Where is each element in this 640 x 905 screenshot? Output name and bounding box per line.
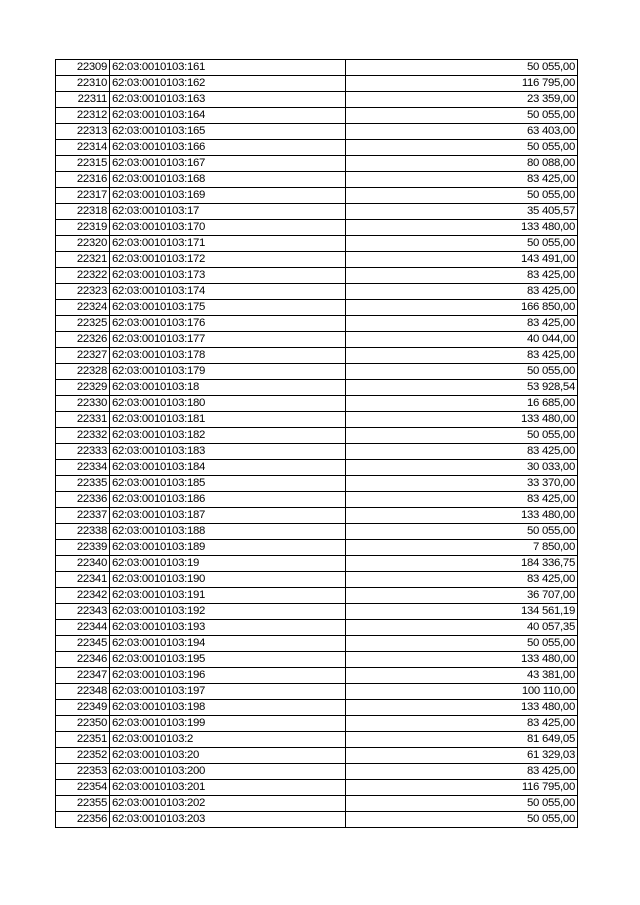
amount-value: 83 425,00 bbox=[346, 716, 578, 732]
cadastral-number: 62:03:0010103:165 bbox=[110, 124, 346, 140]
row-number: 22339 bbox=[56, 540, 110, 556]
amount-value: 50 055,00 bbox=[346, 524, 578, 540]
row-number: 22321 bbox=[56, 252, 110, 268]
cadastral-number: 62:03:0010103:20 bbox=[110, 748, 346, 764]
amount-value: 133 480,00 bbox=[346, 700, 578, 716]
table-row bbox=[56, 188, 578, 204]
table-row bbox=[56, 60, 578, 76]
amount-value: 16 685,00 bbox=[346, 396, 578, 412]
table-row bbox=[56, 556, 578, 572]
amount-value: 43 381,00 bbox=[346, 668, 578, 684]
table-row bbox=[56, 300, 578, 316]
cadastral-number: 62:03:0010103:19 bbox=[110, 556, 346, 572]
amount-value: 83 425,00 bbox=[346, 492, 578, 508]
row-number: 22333 bbox=[56, 444, 110, 460]
row-number: 22338 bbox=[56, 524, 110, 540]
table-row bbox=[56, 812, 578, 828]
cadastral-number: 62:03:0010103:179 bbox=[110, 364, 346, 380]
table-row bbox=[56, 780, 578, 796]
cadastral-number: 62:03:0010103:17 bbox=[110, 204, 346, 220]
amount-value: 116 795,00 bbox=[346, 76, 578, 92]
cadastral-number: 62:03:0010103:170 bbox=[110, 220, 346, 236]
amount-value: 50 055,00 bbox=[346, 636, 578, 652]
table-row bbox=[56, 316, 578, 332]
amount-value: 133 480,00 bbox=[346, 508, 578, 524]
table-row bbox=[56, 684, 578, 700]
cadastral-number: 62:03:0010103:181 bbox=[110, 412, 346, 428]
row-number: 22326 bbox=[56, 332, 110, 348]
row-number: 22316 bbox=[56, 172, 110, 188]
table-row bbox=[56, 204, 578, 220]
amount-value: 40 057,35 bbox=[346, 620, 578, 636]
amount-value: 83 425,00 bbox=[346, 316, 578, 332]
row-number: 22332 bbox=[56, 428, 110, 444]
row-number: 22355 bbox=[56, 796, 110, 812]
table-row bbox=[56, 220, 578, 236]
table-row bbox=[56, 620, 578, 636]
row-number: 22328 bbox=[56, 364, 110, 380]
row-number: 22349 bbox=[56, 700, 110, 716]
cadastral-number: 62:03:0010103:203 bbox=[110, 812, 346, 828]
row-number: 22312 bbox=[56, 108, 110, 124]
row-number: 22352 bbox=[56, 748, 110, 764]
row-number: 22347 bbox=[56, 668, 110, 684]
table-row bbox=[56, 172, 578, 188]
table-row bbox=[56, 108, 578, 124]
amount-value: 50 055,00 bbox=[346, 188, 578, 204]
row-number: 22324 bbox=[56, 300, 110, 316]
amount-value: 7 850,00 bbox=[346, 540, 578, 556]
table-row bbox=[56, 764, 578, 780]
amount-value: 33 370,00 bbox=[346, 476, 578, 492]
cadastral-number: 62:03:0010103:187 bbox=[110, 508, 346, 524]
row-number: 22309 bbox=[56, 60, 110, 76]
row-number: 22322 bbox=[56, 268, 110, 284]
cadastral-number: 62:03:0010103:162 bbox=[110, 76, 346, 92]
table-row bbox=[56, 268, 578, 284]
row-number: 22329 bbox=[56, 380, 110, 396]
cadastral-number: 62:03:0010103:171 bbox=[110, 236, 346, 252]
table-row bbox=[56, 364, 578, 380]
amount-value: 83 425,00 bbox=[346, 284, 578, 300]
row-number: 22330 bbox=[56, 396, 110, 412]
table-row bbox=[56, 748, 578, 764]
row-number: 22335 bbox=[56, 476, 110, 492]
table-row bbox=[56, 252, 578, 268]
row-number: 22331 bbox=[56, 412, 110, 428]
cadastral-number: 62:03:0010103:186 bbox=[110, 492, 346, 508]
amount-value: 50 055,00 bbox=[346, 796, 578, 812]
row-number: 22327 bbox=[56, 348, 110, 364]
table-row bbox=[56, 492, 578, 508]
amount-value: 83 425,00 bbox=[346, 172, 578, 188]
row-number: 22314 bbox=[56, 140, 110, 156]
cadastral-number: 62:03:0010103:191 bbox=[110, 588, 346, 604]
row-number: 22356 bbox=[56, 812, 110, 828]
cadastral-number: 62:03:0010103:175 bbox=[110, 300, 346, 316]
row-number: 22323 bbox=[56, 284, 110, 300]
table-row bbox=[56, 540, 578, 556]
amount-value: 23 359,00 bbox=[346, 92, 578, 108]
cadastral-number: 62:03:0010103:188 bbox=[110, 524, 346, 540]
amount-value: 100 110,00 bbox=[346, 684, 578, 700]
amount-value: 143 491,00 bbox=[346, 252, 578, 268]
amount-value: 83 425,00 bbox=[346, 348, 578, 364]
table-row bbox=[56, 140, 578, 156]
table-row bbox=[56, 284, 578, 300]
row-number: 22315 bbox=[56, 156, 110, 172]
amount-value: 50 055,00 bbox=[346, 108, 578, 124]
cadastral-number: 62:03:0010103:180 bbox=[110, 396, 346, 412]
row-number: 22317 bbox=[56, 188, 110, 204]
row-number: 22353 bbox=[56, 764, 110, 780]
data-table bbox=[55, 59, 578, 828]
amount-value: 80 088,00 bbox=[346, 156, 578, 172]
cadastral-number: 62:03:0010103:198 bbox=[110, 700, 346, 716]
cadastral-number: 62:03:0010103:195 bbox=[110, 652, 346, 668]
cadastral-number: 62:03:0010103:197 bbox=[110, 684, 346, 700]
amount-value: 63 403,00 bbox=[346, 124, 578, 140]
table-row bbox=[56, 524, 578, 540]
cadastral-number: 62:03:0010103:200 bbox=[110, 764, 346, 780]
cadastral-number: 62:03:0010103:194 bbox=[110, 636, 346, 652]
table-row bbox=[56, 572, 578, 588]
row-number: 22348 bbox=[56, 684, 110, 700]
amount-value: 50 055,00 bbox=[346, 236, 578, 252]
amount-value: 83 425,00 bbox=[346, 444, 578, 460]
cadastral-number: 62:03:0010103:163 bbox=[110, 92, 346, 108]
cadastral-number: 62:03:0010103:196 bbox=[110, 668, 346, 684]
table-row bbox=[56, 124, 578, 140]
cadastral-number: 62:03:0010103:189 bbox=[110, 540, 346, 556]
table-row bbox=[56, 668, 578, 684]
cadastral-number: 62:03:0010103:183 bbox=[110, 444, 346, 460]
cadastral-number: 62:03:0010103:177 bbox=[110, 332, 346, 348]
table-row bbox=[56, 588, 578, 604]
cadastral-number: 62:03:0010103:199 bbox=[110, 716, 346, 732]
row-number: 22325 bbox=[56, 316, 110, 332]
amount-value: 50 055,00 bbox=[346, 812, 578, 828]
table-row bbox=[56, 476, 578, 492]
cadastral-number: 62:03:0010103:2 bbox=[110, 732, 346, 748]
amount-value: 50 055,00 bbox=[346, 428, 578, 444]
table-row bbox=[56, 444, 578, 460]
cadastral-number: 62:03:0010103:201 bbox=[110, 780, 346, 796]
table-row bbox=[56, 652, 578, 668]
cadastral-number: 62:03:0010103:185 bbox=[110, 476, 346, 492]
amount-value: 35 405,57 bbox=[346, 204, 578, 220]
table-row bbox=[56, 716, 578, 732]
table-row bbox=[56, 636, 578, 652]
cadastral-number: 62:03:0010103:192 bbox=[110, 604, 346, 620]
cadastral-number: 62:03:0010103:184 bbox=[110, 460, 346, 476]
row-number: 22343 bbox=[56, 604, 110, 620]
amount-value: 83 425,00 bbox=[346, 764, 578, 780]
cadastral-number: 62:03:0010103:190 bbox=[110, 572, 346, 588]
table-row bbox=[56, 732, 578, 748]
cadastral-number: 62:03:0010103:178 bbox=[110, 348, 346, 364]
amount-value: 81 649,05 bbox=[346, 732, 578, 748]
cadastral-number: 62:03:0010103:182 bbox=[110, 428, 346, 444]
cadastral-number: 62:03:0010103:166 bbox=[110, 140, 346, 156]
cadastral-number: 62:03:0010103:169 bbox=[110, 188, 346, 204]
cadastral-number: 62:03:0010103:164 bbox=[110, 108, 346, 124]
row-number: 22319 bbox=[56, 220, 110, 236]
table-row bbox=[56, 604, 578, 620]
amount-value: 50 055,00 bbox=[346, 60, 578, 76]
cadastral-number: 62:03:0010103:168 bbox=[110, 172, 346, 188]
table-row bbox=[56, 460, 578, 476]
amount-value: 36 707,00 bbox=[346, 588, 578, 604]
amount-value: 83 425,00 bbox=[346, 572, 578, 588]
cadastral-number: 62:03:0010103:173 bbox=[110, 268, 346, 284]
amount-value: 133 480,00 bbox=[346, 652, 578, 668]
row-number: 22310 bbox=[56, 76, 110, 92]
row-number: 22344 bbox=[56, 620, 110, 636]
row-number: 22342 bbox=[56, 588, 110, 604]
table-row bbox=[56, 508, 578, 524]
cadastral-number: 62:03:0010103:18 bbox=[110, 380, 346, 396]
amount-value: 166 850,00 bbox=[346, 300, 578, 316]
row-number: 22340 bbox=[56, 556, 110, 572]
cadastral-number: 62:03:0010103:161 bbox=[110, 60, 346, 76]
table-row bbox=[56, 348, 578, 364]
row-number: 22350 bbox=[56, 716, 110, 732]
amount-value: 30 033,00 bbox=[346, 460, 578, 476]
row-number: 22354 bbox=[56, 780, 110, 796]
table-row bbox=[56, 156, 578, 172]
table-row bbox=[56, 796, 578, 812]
row-number: 22336 bbox=[56, 492, 110, 508]
row-number: 22337 bbox=[56, 508, 110, 524]
cadastral-number: 62:03:0010103:174 bbox=[110, 284, 346, 300]
table-row bbox=[56, 412, 578, 428]
amount-value: 184 336,75 bbox=[346, 556, 578, 572]
cadastral-number: 62:03:0010103:193 bbox=[110, 620, 346, 636]
amount-value: 40 044,00 bbox=[346, 332, 578, 348]
row-number: 22334 bbox=[56, 460, 110, 476]
amount-value: 134 561,19 bbox=[346, 604, 578, 620]
row-number: 22351 bbox=[56, 732, 110, 748]
cadastral-number: 62:03:0010103:172 bbox=[110, 252, 346, 268]
amount-value: 83 425,00 bbox=[346, 268, 578, 284]
row-number: 22311 bbox=[56, 92, 110, 108]
row-number: 22346 bbox=[56, 652, 110, 668]
table-row bbox=[56, 428, 578, 444]
cadastral-number: 62:03:0010103:202 bbox=[110, 796, 346, 812]
cadastral-number: 62:03:0010103:176 bbox=[110, 316, 346, 332]
row-number: 22318 bbox=[56, 204, 110, 220]
cadastral-number: 62:03:0010103:167 bbox=[110, 156, 346, 172]
table-row bbox=[56, 76, 578, 92]
table-row bbox=[56, 92, 578, 108]
amount-value: 50 055,00 bbox=[346, 140, 578, 156]
amount-value: 116 795,00 bbox=[346, 780, 578, 796]
table-row bbox=[56, 380, 578, 396]
amount-value: 61 329,03 bbox=[346, 748, 578, 764]
row-number: 22345 bbox=[56, 636, 110, 652]
table-row bbox=[56, 236, 578, 252]
row-number: 22320 bbox=[56, 236, 110, 252]
amount-value: 133 480,00 bbox=[346, 220, 578, 236]
amount-value: 50 055,00 bbox=[346, 364, 578, 380]
table-row bbox=[56, 332, 578, 348]
table-body bbox=[56, 60, 578, 828]
table-row bbox=[56, 396, 578, 412]
amount-value: 53 928,54 bbox=[346, 380, 578, 396]
row-number: 22313 bbox=[56, 124, 110, 140]
amount-value: 133 480,00 bbox=[346, 412, 578, 428]
table-row bbox=[56, 700, 578, 716]
row-number: 22341 bbox=[56, 572, 110, 588]
